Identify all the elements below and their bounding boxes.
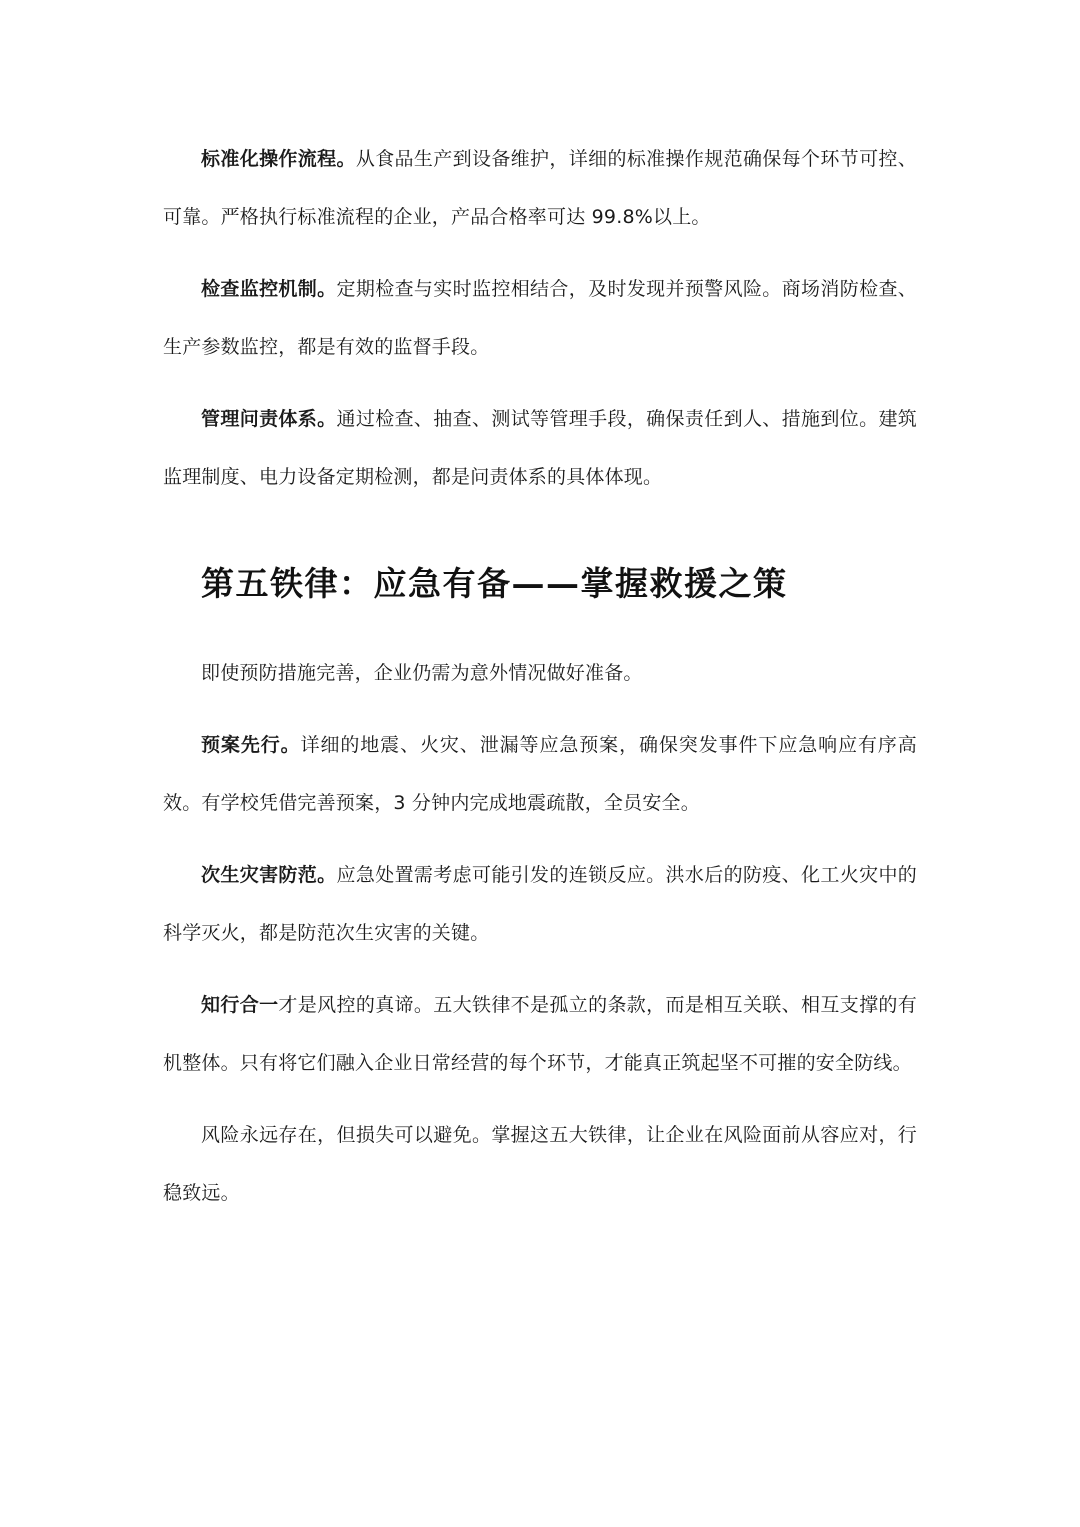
paragraph-secondary-disaster	[163, 846, 917, 962]
paragraph-inspection-monitoring	[163, 260, 917, 376]
paragraph-standard-procedures	[163, 130, 917, 246]
paragraph-lead: 预案先行。	[201, 734, 301, 756]
paragraph-lead: 检查监控机制。	[201, 278, 337, 300]
section-heading: 第五铁律：应急有备——掌握救援之策	[201, 564, 788, 603]
document-page	[163, 130, 917, 1222]
paragraph-intro: 即使预防措施完善，企业仍需为意外情况做好准备。	[201, 662, 643, 684]
paragraph-text: 通过检查、抽查、测试等管理手段，确保责任到人、措施到位。建筑监理制度、电力设备定期检测，都是问责体系的具体体现。	[163, 408, 917, 488]
paragraph-accountability-system	[163, 390, 917, 506]
paragraph-lead: 次生灾害防范。	[201, 864, 337, 886]
paragraph-text: 详细的地震、火灾、泄漏等应急预案，确保突发事件下应急响应有序高效。有学校凭借完善预案，3 分钟内完成地震疏散，全员安全。	[163, 734, 917, 814]
paragraph-lead: 管理问责体系。	[201, 408, 337, 430]
paragraph-closing: 风险永远存在，但损失可以避免。掌握这五大铁律，让企业在风险面前从容应对，行稳致远。	[163, 1124, 917, 1204]
paragraph-text: 定期检查与实时监控相结合，及时发现并预警风险。商场消防检查、生产参数监控，都是有效的监督手段。	[163, 278, 917, 358]
paragraph-lead: 标准化操作流程。	[201, 148, 356, 170]
paragraph-emergency-plans	[163, 716, 917, 832]
paragraph-text: 才是风控的真谛。五大铁律不是孤立的条款，而是相互关联、相互支撑的有机整体。只有将它们融入企业日常经营的每个环节，才能真正筑起坚不可摧的安全防线。	[163, 994, 917, 1074]
paragraph-unity-of-knowledge-action	[163, 976, 917, 1092]
paragraph-lead: 知行合一	[201, 994, 279, 1016]
paragraph-text: 应急处置需考虑可能引发的连锁反应。洪水后的防疫、化工火灾中的科学灭火，都是防范次生灾害的关键。	[163, 864, 917, 944]
paragraph-text: 从食品生产到设备维护，详细的标准操作规范确保每个环节可控、可靠。严格执行标准流程的企业，产品合格率可达 99.8%以上。	[163, 148, 917, 228]
